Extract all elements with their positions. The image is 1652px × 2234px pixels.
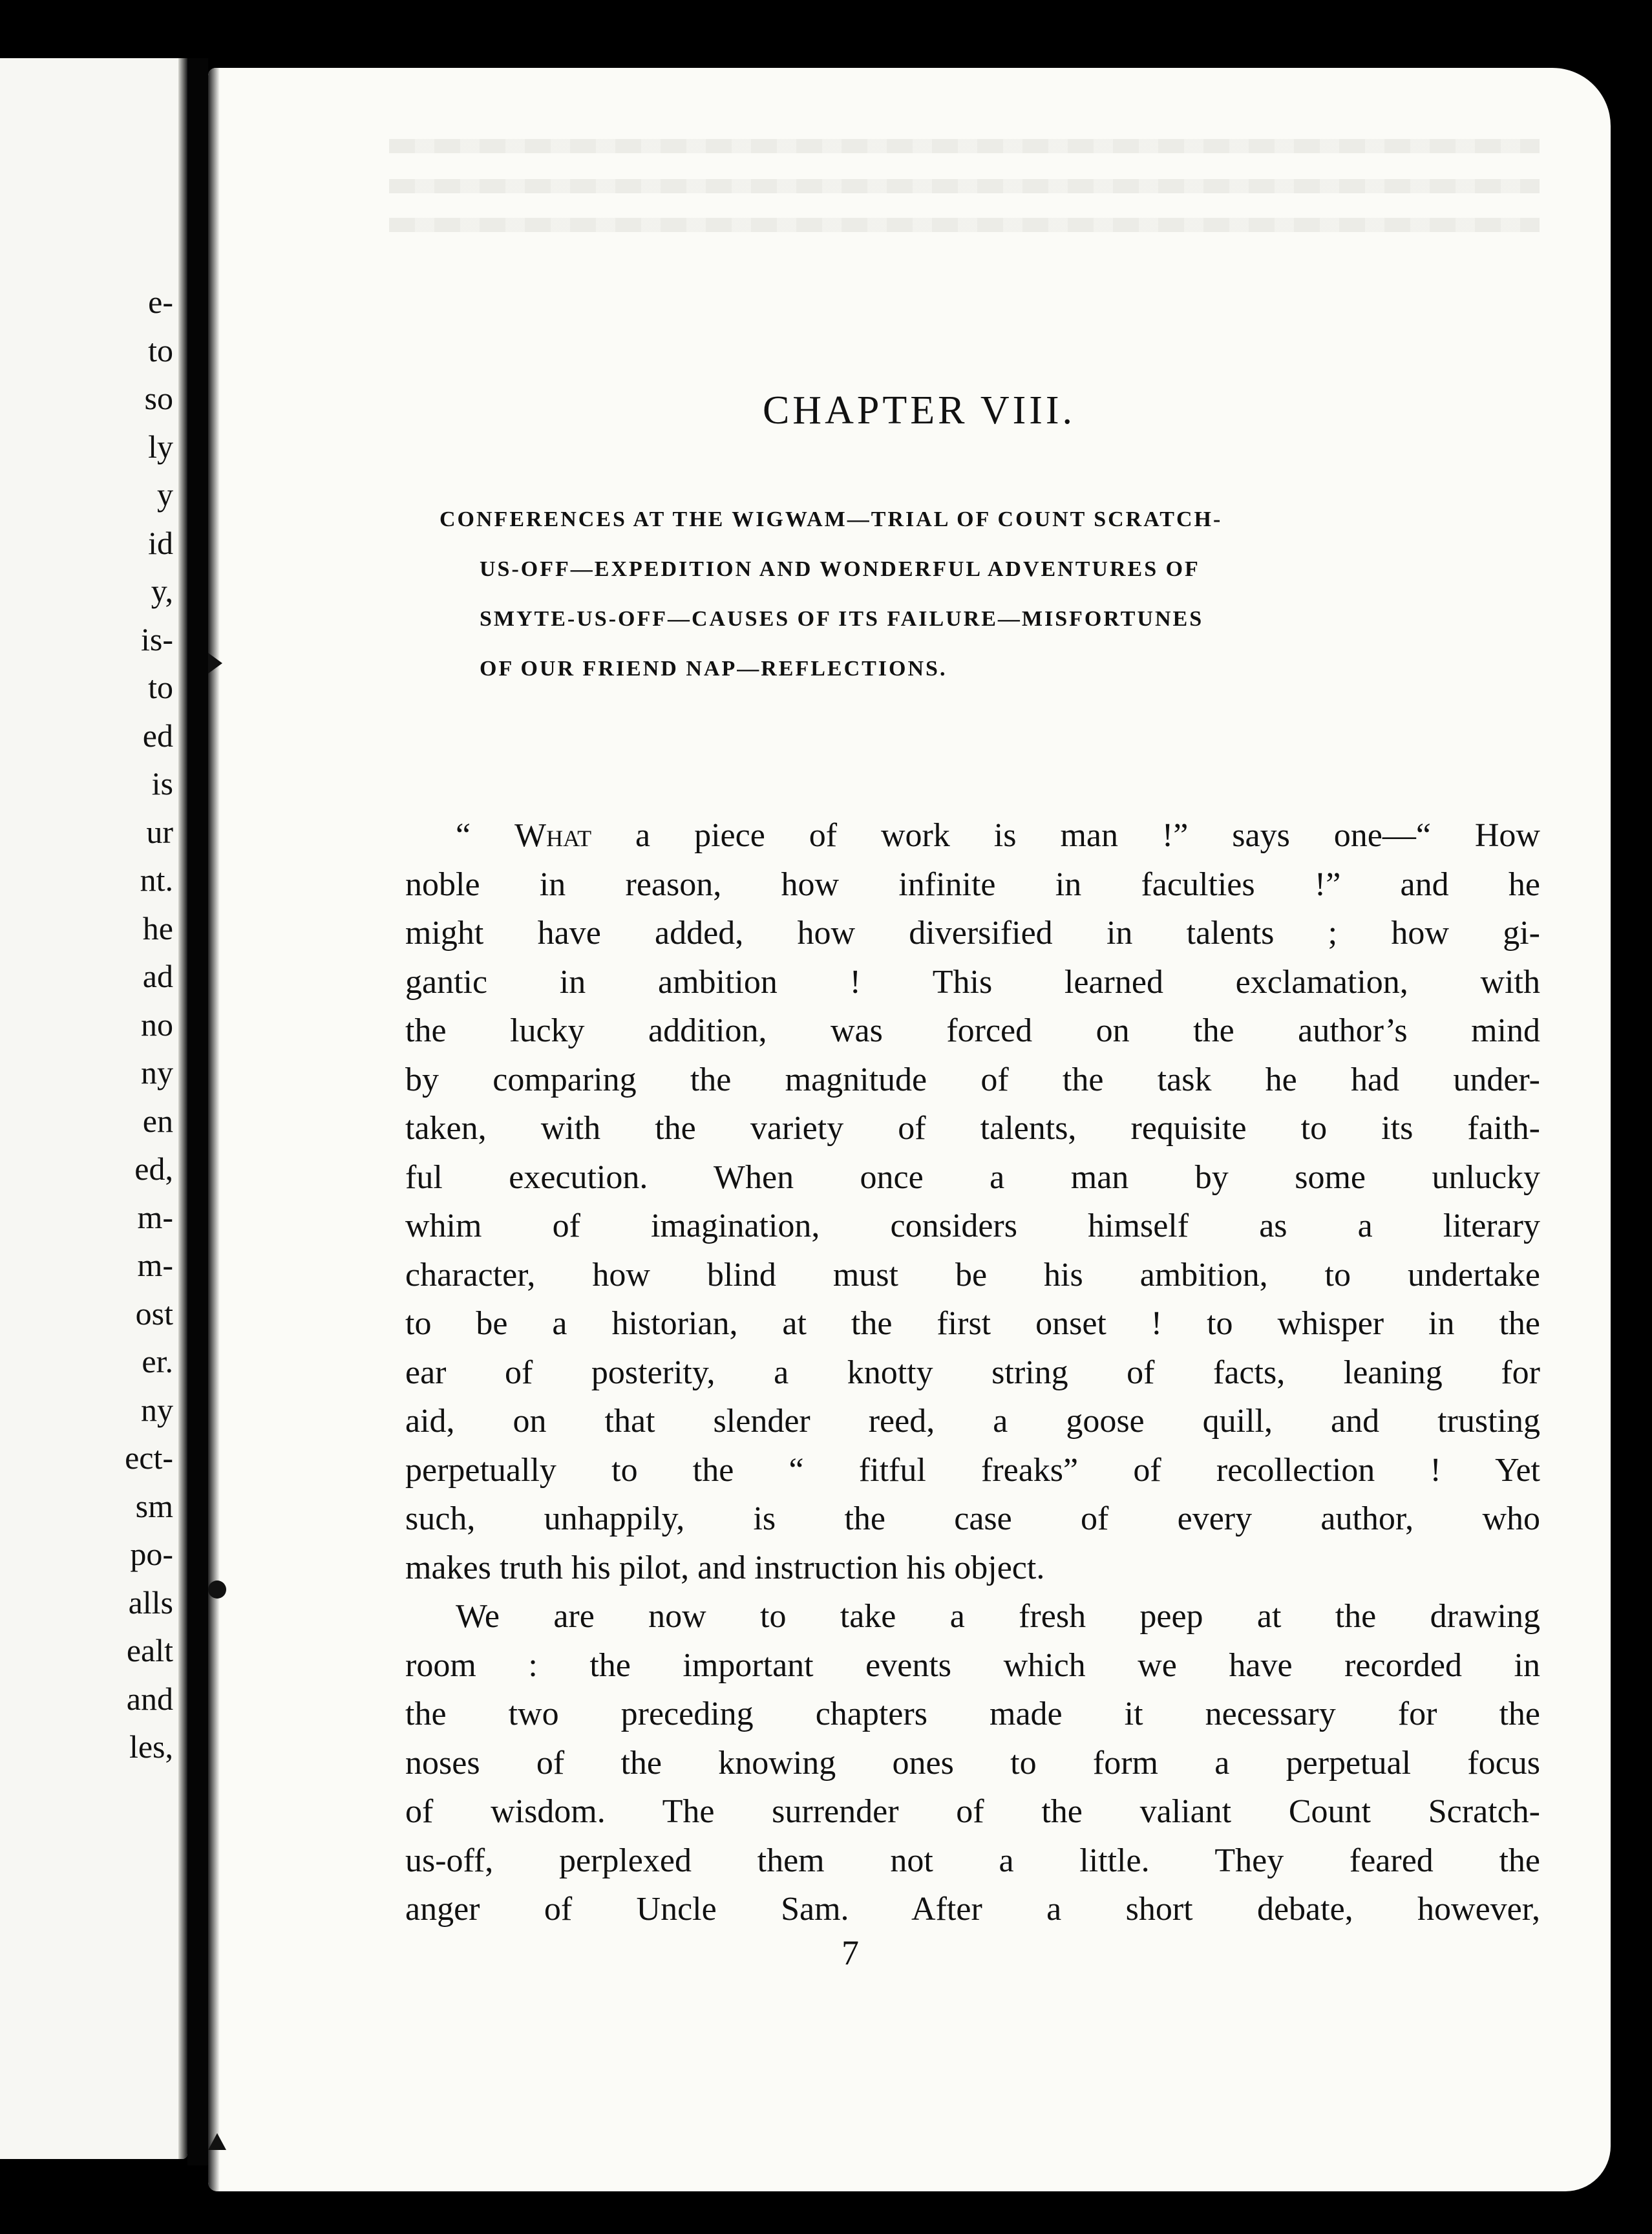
chapter-title: CHAPTER VIII.	[762, 388, 1076, 432]
summary-line: CONFERENCES AT THE WIGWAM—TRIAL OF COUNT SCRATCH-	[439, 507, 1223, 531]
summary-line: US-OFF—EXPEDITION AND WONDERFUL ADVENTURES OF	[480, 557, 1200, 581]
body-text	[405, 811, 1540, 1934]
book-gutter	[187, 58, 208, 2165]
summary-line: SMYTE-US-OFF—CAUSES OF ITS FAILURE—MISFORTUNES	[480, 607, 1204, 631]
fragment-line: ny	[141, 1391, 173, 1428]
sewing-mark	[208, 653, 222, 674]
sewing-mark	[208, 1580, 226, 1599]
fragment-line: ost	[135, 1295, 173, 1332]
drop-word: What	[514, 817, 592, 854]
fragment-line: so	[144, 380, 173, 416]
text-line: the lucky addition, was forced on the author’s mind	[405, 1012, 1540, 1049]
text-line: aid, on that slender reed, a goose quill, and trusting	[405, 1403, 1540, 1440]
bleed-through-line	[389, 179, 1540, 193]
fragment-line: en	[142, 1102, 173, 1139]
left-page-fragments	[70, 278, 173, 1771]
page-edge-shadow	[208, 68, 220, 2191]
fragment-line: ny	[141, 1054, 173, 1090]
fragment-line: to	[148, 669, 173, 705]
text-line: ful execution. When once a man by some unlucky	[405, 1158, 1540, 1196]
text-line: might have added, how diversified in talents ; how gi-	[405, 915, 1540, 952]
fragment-line: po-	[130, 1536, 173, 1572]
text-line: noses of the knowing ones to form a perpetual focus	[405, 1744, 1540, 1782]
summary-line: OF OUR FRIEND NAP—REFLECTIONS.	[480, 657, 948, 681]
fragment-line: y,	[151, 573, 173, 609]
fragment-line: e-	[148, 284, 173, 320]
paragraph-1	[405, 860, 1540, 1593]
bleed-through-line	[389, 218, 1540, 232]
fragment-line: is	[151, 765, 173, 802]
fragment-line: id	[148, 524, 173, 561]
text-line: anger of Uncle Sam. After a short debate, however,	[405, 1891, 1540, 1928]
fragment-line: les,	[129, 1729, 173, 1765]
text-line: We are now to take a fresh peep at the drawing	[456, 1598, 1540, 1635]
text-line: character, how blind must be his ambition, to undertake	[405, 1256, 1540, 1293]
fragment-line: ly	[148, 428, 173, 465]
text-line: makes truth his pilot, and instruction his object.	[405, 1549, 1045, 1586]
text-line: noble in reason, how infinite in faculties !” and he	[405, 866, 1540, 903]
text-line: us-off, perplexed them not a little. They feared the	[405, 1842, 1540, 1879]
fragment-line: he	[142, 910, 173, 946]
text-line: taken, with the variety of talents, requisite to its faith-	[405, 1110, 1540, 1147]
left-page	[0, 58, 187, 2159]
fragment-line: no	[141, 1006, 173, 1043]
fragment-line: ad	[142, 958, 173, 994]
fragment-line: m-	[137, 1198, 173, 1235]
fragment-line: alls	[128, 1584, 173, 1621]
text-line: gantic in ambition ! This learned exclamation, with	[405, 963, 1540, 1001]
text-line: perpetually to the “ fitful freaks” of recollection ! Yet	[405, 1451, 1540, 1489]
text-line: ear of posterity, a knotty string of facts, leaning for	[405, 1354, 1540, 1391]
fragment-line: m-	[137, 1247, 173, 1283]
text-line: such, unhappily, is the case of every author, who	[405, 1500, 1540, 1537]
fragment-line: er.	[142, 1343, 173, 1379]
text-line: whim of imagination, considers himself as a literary	[405, 1207, 1540, 1244]
text-line: by comparing the magnitude of the task he had under-	[405, 1061, 1540, 1098]
text-line: of wisdom. The surrender of the valiant Count Scratch-	[405, 1793, 1540, 1830]
fragment-line: y	[157, 476, 173, 513]
paragraph-first-line: “ What a piece of work is man !” says one—“ How	[456, 817, 1540, 854]
fragment-line: is-	[141, 621, 173, 657]
fragment-line: ed,	[134, 1151, 173, 1187]
chapter-summary	[439, 495, 1551, 694]
text-line: room : the important events which we have recorded in	[405, 1646, 1540, 1684]
bleed-through-line	[389, 139, 1540, 153]
text-line: the two preceding chapters made it necessary for the	[405, 1696, 1540, 1732]
fragment-line: ect-	[125, 1440, 173, 1476]
right-page	[208, 68, 1611, 2191]
fragment-line: ur	[146, 813, 173, 850]
fragment-line: ealt	[126, 1632, 173, 1668]
fragment-line: ed	[142, 717, 173, 754]
text-line: to be a historian, at the first onset ! to whisper in the	[405, 1305, 1540, 1342]
book-spine	[178, 58, 187, 2159]
fragment-line: sm	[135, 1487, 173, 1524]
fragment-line: nt.	[140, 862, 173, 898]
fragment-line: and	[126, 1680, 173, 1717]
fragment-line: to	[148, 332, 173, 368]
sewing-mark	[208, 2133, 226, 2150]
page-number: 7	[842, 1933, 859, 1972]
paragraph-2	[405, 1592, 1540, 1934]
